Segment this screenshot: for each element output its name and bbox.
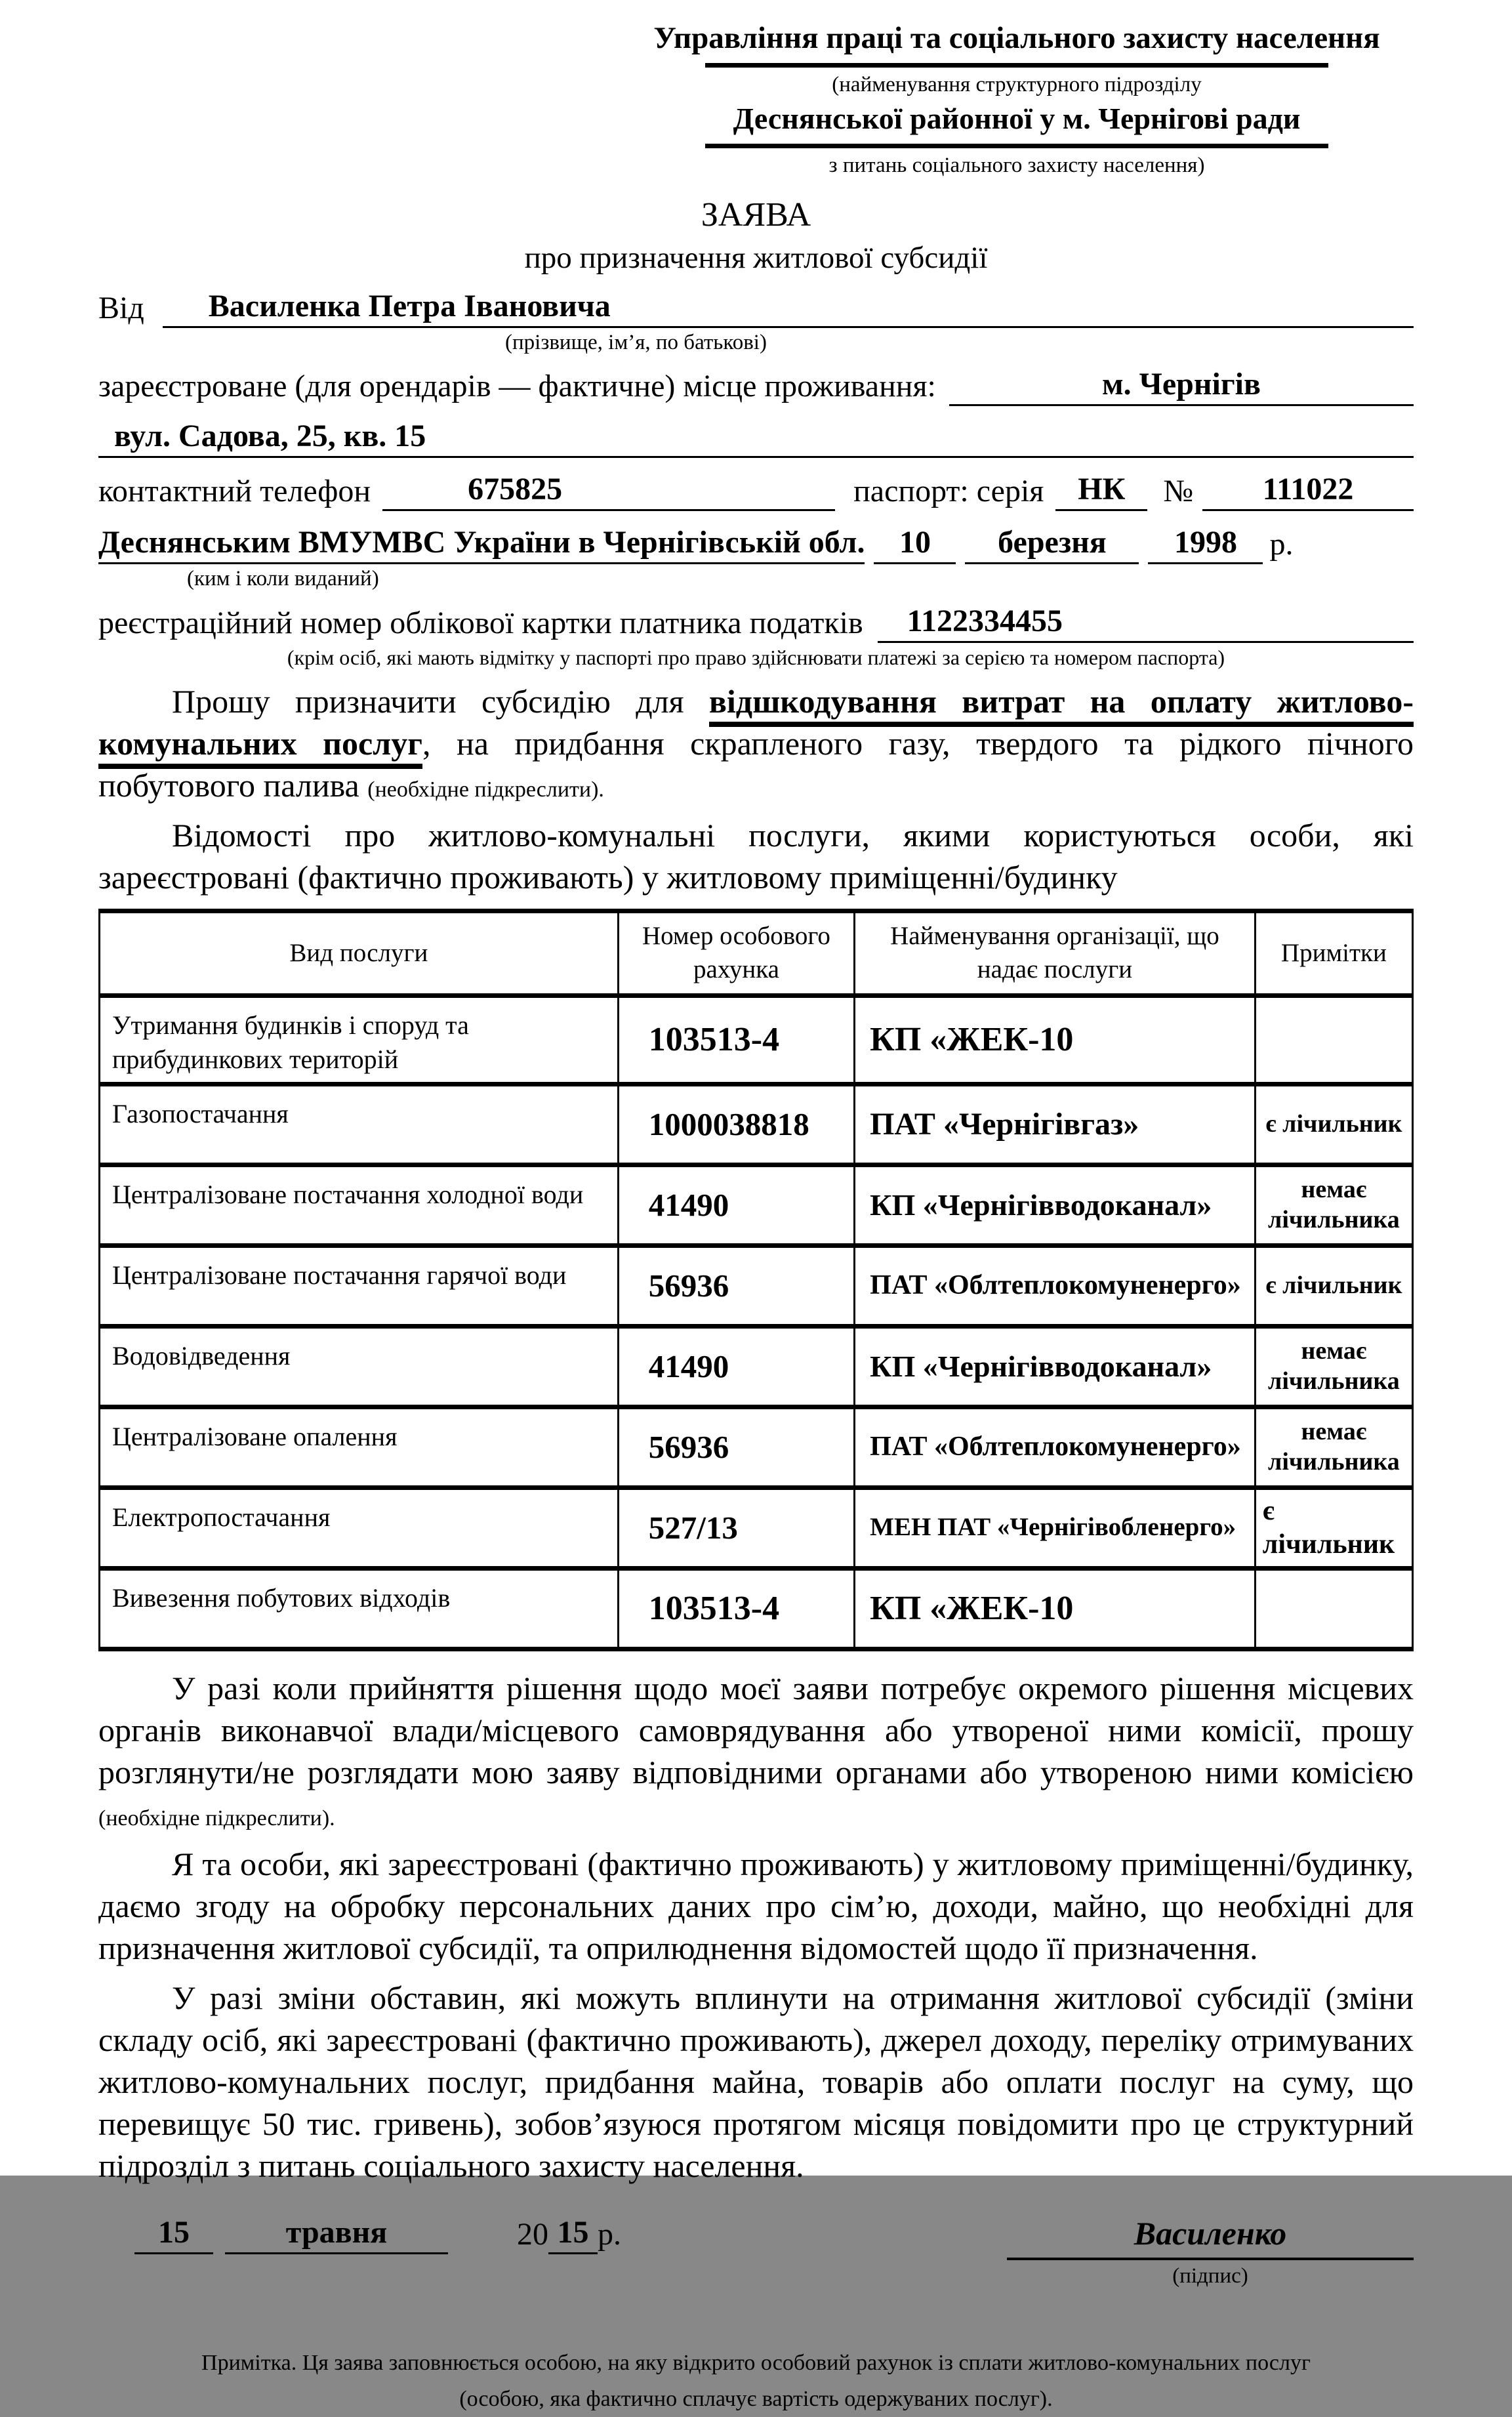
applicant-name-line — [98, 287, 1414, 328]
org-name: Управління праці та соціального захисту населення — [653, 21, 1380, 55]
passport-series-field: НК — [1055, 470, 1147, 511]
organization-cell: КП «Чернігівводоканал» — [855, 1326, 1256, 1407]
issue-month-field: березня — [965, 523, 1139, 564]
from-label: Від — [98, 290, 144, 325]
obligation-paragraph: У разі зміни обставин, які можуть вплинути на отримання житлової субсидії (зміни складу осіб, які зареєстровані (фактично проживають), джерел доходу, переліку отримуваних житлово-комунальних послуг, придбання майна, товарів або оплати послуг на суму, що перевищує 50 тис. гривень), зобов’язуюся протягом місяця повідомити про це структурний підрозділ з питань соціального захисту населення. — [98, 1979, 1414, 2184]
residence-label: зареєстроване (для орендарів — фактичне) місце проживання: — [98, 369, 936, 404]
issuer-note: (ким і коли виданий) — [187, 567, 379, 591]
service-cell: Газопостачання — [100, 1084, 619, 1165]
organization-cell: ПАТ «Облтеплокомуненерго» — [855, 1245, 1256, 1326]
passport-series-label: паспорт: серія — [853, 474, 1044, 509]
org-divider — [705, 63, 1328, 68]
org-divider-2 — [705, 144, 1328, 148]
issue-day-field: 10 — [874, 523, 956, 564]
org-subdivision-name: Деснянської районної у м. Чернігові ради — [733, 102, 1301, 136]
service-cell: Утримання будинків і споруд та прибудинкових територій — [100, 995, 619, 1084]
underline-instruction-note: (необхідне підкреслити). — [367, 777, 604, 802]
table-header-row — [100, 911, 1413, 995]
col-header-organization: Найменування організації, що надає послуги — [855, 911, 1256, 995]
passport-number-field: 111022 — [1202, 470, 1414, 511]
table-row — [100, 1165, 1413, 1245]
organization-cell: ПАТ «Чернігівгаз» — [855, 1084, 1256, 1165]
passport-number-sign: № — [1163, 474, 1194, 509]
table-row — [100, 1407, 1413, 1487]
notes-cell: є лічильник — [1255, 1084, 1412, 1165]
date-year-field: 15 — [548, 2213, 598, 2254]
name-field-note: (прізвище, ім’я, по батькові) — [505, 330, 767, 354]
service-cell: Вивезення побутових відходів — [100, 1568, 619, 1649]
org-header — [620, 20, 1414, 178]
applicant-name-field: Василенка Петра Івановича — [163, 287, 1414, 328]
signature-field: Василенко — [1007, 2213, 1414, 2261]
org-note-1: (найменування структурного підрозділу — [832, 73, 1202, 97]
date-signature-row — [98, 2213, 1414, 2290]
table-row — [100, 1245, 1413, 1326]
tax-number-label: реєстраційний номер облікової картки платника податків — [98, 605, 863, 640]
account-cell: 56936 — [618, 1245, 854, 1326]
footnote-line-2: (особою, яка фактично сплачує вартість одержуваних послуг). — [459, 2386, 1053, 2411]
service-cell: Централізоване постачання холодної води — [100, 1165, 619, 1245]
notes-cell: є лічильник — [1255, 1245, 1412, 1326]
footnote-line-1: Примітка. Ця заява заповнюється особою, на яку відкрито особовий рахунок із сплати житлово-комунальних послуг — [201, 2351, 1311, 2376]
request-paragraph — [98, 680, 1414, 806]
applicant-section — [98, 287, 1414, 671]
notes-cell: немає лічильника — [1255, 1407, 1412, 1487]
notes-cell: немає лічильника — [1255, 1165, 1412, 1245]
service-cell: Електропостачання — [100, 1487, 619, 1568]
table-row — [100, 1326, 1413, 1407]
account-cell: 527/13 — [618, 1487, 854, 1568]
signature-group — [1007, 2213, 1414, 2290]
table-row — [100, 1568, 1413, 1649]
passport-issuer-field: Деснянським ВМУМВС України в Чернігівській обл. — [98, 523, 865, 564]
service-cell: Водовідведення — [100, 1326, 619, 1407]
date-group — [134, 2213, 621, 2254]
organization-cell: ПАТ «Облтеплокомуненерго» — [855, 1407, 1256, 1487]
residence-line — [98, 365, 1414, 406]
table-row — [100, 1084, 1413, 1165]
account-cell: 103513-4 — [618, 995, 854, 1084]
notes-cell — [1255, 995, 1412, 1084]
account-cell: 41490 — [618, 1165, 854, 1245]
commission-paragraph — [98, 1667, 1414, 1835]
request-subsidy-type-underlined: відшкодування витрат на оплату житлово-комунальних послуг — [98, 683, 1414, 769]
signature-note: (підпис) — [1172, 2264, 1248, 2288]
commission-text: У разі коли прийняття рішення щодо моєї заяви потребує окремого рішення місцевих органів виконавчої влади/місцевого самоврядування або утвореної ними комісії, прошу розглянути/не розглядати мою заяву відповідними органами або утвореною ними комісією — [98, 1669, 1414, 1790]
tax-number-field: 1122334455 — [878, 602, 1414, 643]
address-line — [98, 417, 1414, 458]
document-subtitle: про призначення житлової субсидії — [524, 240, 988, 275]
phone-field: 675825 — [382, 470, 835, 511]
service-cell: Централізоване опалення — [100, 1407, 619, 1487]
document-title: ЗАЯВА — [701, 196, 811, 234]
date-day-field: 15 — [134, 2213, 213, 2254]
tax-number-note: (крім осіб, які мають відмітку у паспорті про право здійснювати платежі за серією та номером паспорта) — [287, 645, 1225, 669]
organization-cell: КП «ЖЕК-10 — [855, 1568, 1256, 1649]
organization-cell: КП «ЖЕК-10 — [855, 995, 1256, 1084]
year-abbr-label: р. — [598, 2216, 621, 2252]
phone-label: контактний телефон — [98, 474, 371, 509]
consent-paragraph: Я та особи, які зареєстровані (фактично проживають) у житловому приміщенні/будинку, даємо згоду на обробку персональних даних про сім’ю, доходи, майно, що необхідні для призначення житлової субсидії, та оприлюднення відомостей щодо її призначення. — [98, 1845, 1414, 1966]
document-footnote — [98, 2345, 1414, 2417]
notes-cell: немає лічильника — [1255, 1326, 1412, 1407]
address-field: вул. Садова, 25, кв. 15 — [98, 417, 1414, 458]
account-cell: 41490 — [618, 1326, 854, 1407]
residence-city-field: м. Чернігів — [949, 365, 1414, 406]
service-cell: Централізоване постачання гарячої води — [100, 1245, 619, 1326]
organization-cell: КП «Чернігівводоканал» — [855, 1165, 1256, 1245]
notes-cell — [1255, 1568, 1412, 1649]
underline-instruction-note-2: (необхідне підкреслити). — [98, 1806, 335, 1830]
org-note-2: з питань соціального захисту населення) — [828, 153, 1205, 177]
table-row — [100, 1487, 1413, 1568]
passport-issuer-line — [98, 523, 1414, 564]
account-cell: 1000038818 — [618, 1084, 854, 1165]
col-header-notes: Примітки — [1255, 911, 1412, 995]
request-continuation: , на придбання скрапленого газу, твердого та рідкого пічного побутового палива — [98, 725, 1414, 804]
table-intro-paragraph: Відомості про житлово-комунальні послуги, якими користуються особи, які зареєстровані (фактично проживають) у житловому приміщенні/будинку — [98, 817, 1414, 896]
notes-cell: є лічильник — [1255, 1487, 1412, 1568]
account-cell: 103513-4 — [618, 1568, 854, 1649]
col-header-account: Номер особового рахунка — [618, 911, 854, 995]
request-intro: Прошу призначити субсидію для — [172, 683, 709, 720]
issue-year-field: 1998 — [1148, 523, 1263, 564]
organization-cell: МЕН ПАТ «Чернігівобленерго» — [855, 1487, 1256, 1568]
account-cell: 56936 — [618, 1407, 854, 1487]
date-month-field: травня — [225, 2213, 448, 2254]
phone-passport-line — [98, 470, 1414, 511]
col-header-service: Вид послуги — [100, 911, 619, 995]
table-row — [100, 995, 1413, 1084]
issue-year-abbr: р. — [1269, 527, 1294, 562]
year-prefix-label: 20 — [517, 2216, 548, 2252]
services-table — [98, 909, 1414, 1651]
tax-number-line — [98, 602, 1414, 643]
